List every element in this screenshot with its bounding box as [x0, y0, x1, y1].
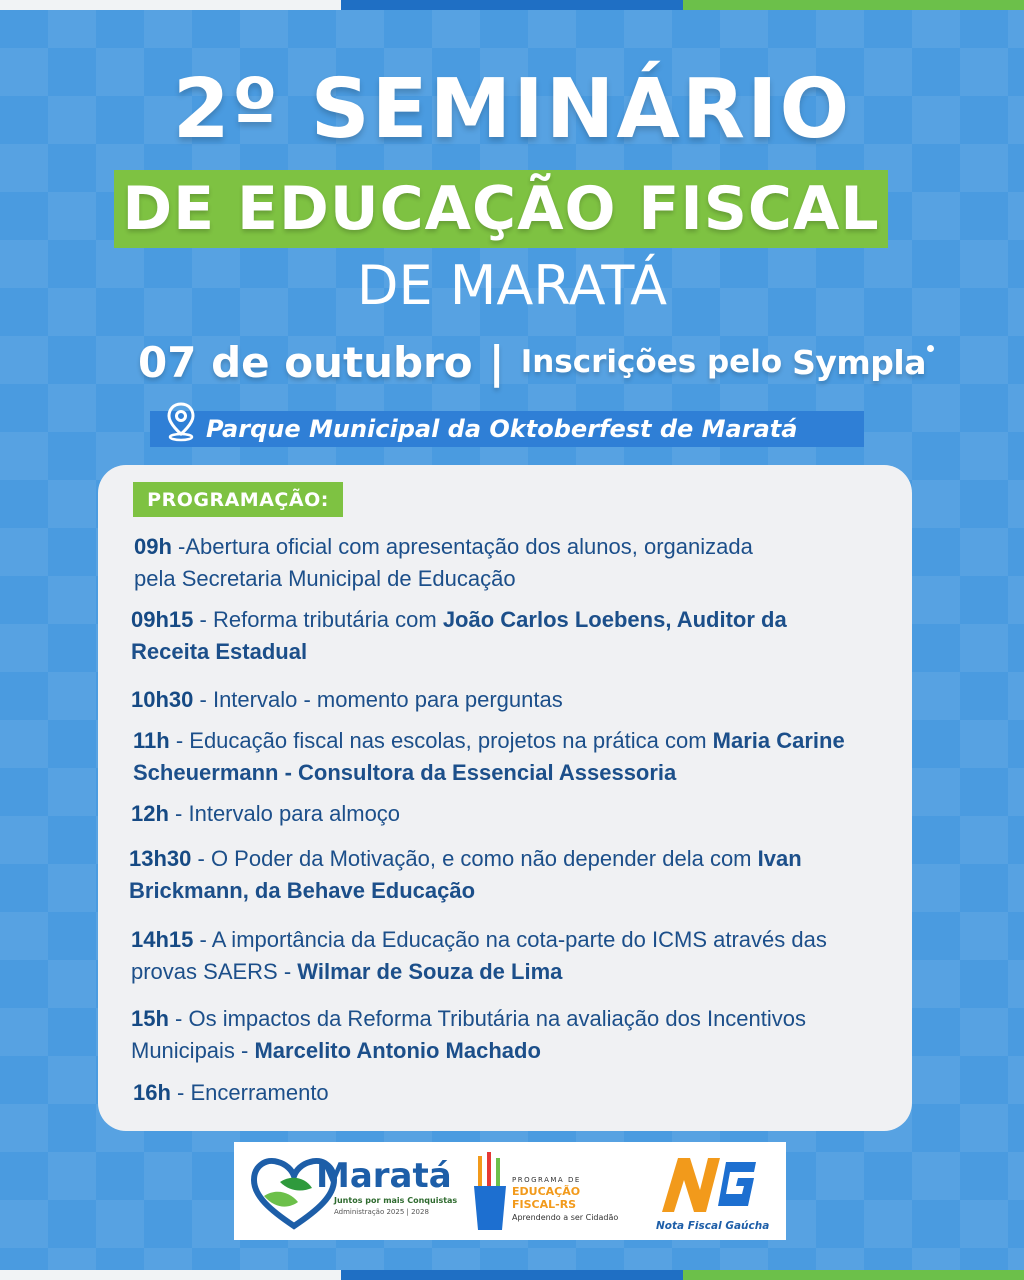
pencil-cup-icon	[470, 1152, 510, 1232]
program-item	[131, 924, 851, 988]
sympla-logo[interactable]	[792, 343, 934, 382]
program-item	[131, 684, 891, 716]
item-text: Educação fiscal nas escolas, projetos na prática com	[189, 728, 713, 753]
nfg-name: Nota Fiscal Gaúcha	[656, 1220, 770, 1232]
item-speaker: Wilmar de Souza de Lima	[297, 959, 563, 984]
marata-admin: Administração 2025 | 2028	[334, 1208, 429, 1216]
item-time: 16h	[133, 1080, 171, 1105]
nfg-logo	[652, 1148, 772, 1236]
item-sep: -	[191, 846, 211, 871]
sympla-dot-icon	[927, 345, 934, 352]
pef-line1: PROGRAMA DE	[512, 1176, 581, 1184]
program-item	[133, 725, 878, 789]
item-time: 15h	[131, 1006, 169, 1031]
bottom-stripe	[0, 1270, 1024, 1280]
pef-line3: FISCAL-RS	[512, 1198, 577, 1211]
title-line2: DE EDUCAÇÃO FISCAL	[122, 174, 880, 244]
item-time: 11h	[133, 728, 170, 753]
registration-text: Inscrições pelo	[520, 344, 783, 380]
location-bar	[150, 411, 864, 447]
location-text: Parque Municipal da Oktoberfest de Maratá	[206, 415, 798, 443]
program-item	[134, 531, 774, 595]
item-text: Os impactos da Reforma Tributária na avaliação dos Incentivos Municipais -	[131, 1006, 807, 1063]
item-sep: -	[168, 1006, 189, 1031]
marata-logo	[250, 1152, 458, 1232]
item-speaker: João Carlos Loebens, Auditor da Receita Estadual	[131, 607, 787, 664]
item-text: Reforma tributária com	[212, 607, 443, 632]
location-pin-icon	[166, 402, 196, 442]
item-time: 10h30	[131, 687, 194, 712]
item-speaker: Marcelito Antonio Machado	[254, 1038, 541, 1063]
marata-tagline: Juntos por mais Conquistas	[334, 1196, 458, 1205]
item-speaker: Ivan Brickmann, da Behave Educação	[129, 846, 802, 903]
item-text: A importância da Educação na cota-parte do ICMS através das provas SAERS -	[131, 927, 827, 984]
program-label: PROGRAMAÇÃO:	[133, 482, 343, 517]
item-time: 09h15	[131, 607, 194, 632]
program-item	[131, 604, 791, 668]
item-sep: -	[193, 927, 212, 952]
item-text: Abertura oficial com apresentação dos alunos, organizada pela Secretaria Municipal de Educação	[134, 534, 753, 591]
title-line3: DE MARATÁ	[356, 254, 668, 317]
pef-line2: EDUCAÇÃO	[512, 1185, 581, 1198]
sympla-label: Sympla	[792, 342, 926, 382]
title-line1: 2º SEMINÁRIO	[172, 62, 852, 157]
pef-line4: Aprendendo a ser Cidadão	[512, 1213, 619, 1222]
nfg-monogram-icon	[656, 1150, 766, 1220]
program-item	[133, 1077, 893, 1109]
pef-logo	[470, 1150, 630, 1234]
top-stripe	[0, 0, 1024, 10]
item-time: 13h30	[129, 846, 192, 871]
item-sep: -	[170, 1080, 191, 1105]
program-item	[131, 1003, 856, 1067]
item-time: 12h	[131, 801, 169, 826]
sponsor-logos	[234, 1142, 786, 1240]
item-sep: -	[193, 607, 213, 632]
item-sep: -	[168, 801, 189, 826]
date-registration-row	[138, 337, 934, 387]
item-text: Intervalo - momento para perguntas	[212, 687, 563, 712]
event-date: 07 de outubro	[138, 337, 473, 387]
item-text: Intervalo para almoço	[188, 801, 401, 826]
item-speaker: Maria Carine Scheuermann - Consultora da Essencial Assessoria	[133, 728, 845, 785]
item-sep: -	[193, 687, 213, 712]
item-sep: -	[171, 534, 186, 559]
item-text: O Poder da Motivação, e como não depender dela com	[210, 846, 758, 871]
item-sep: -	[169, 728, 190, 753]
item-time: 14h15	[131, 927, 194, 952]
marata-wordmark: Maratá	[316, 1156, 452, 1196]
item-time: 09h	[134, 534, 172, 559]
item-text: Encerramento	[190, 1080, 329, 1105]
program-item	[129, 843, 839, 907]
separator: |	[488, 336, 505, 388]
program-item	[131, 798, 891, 830]
